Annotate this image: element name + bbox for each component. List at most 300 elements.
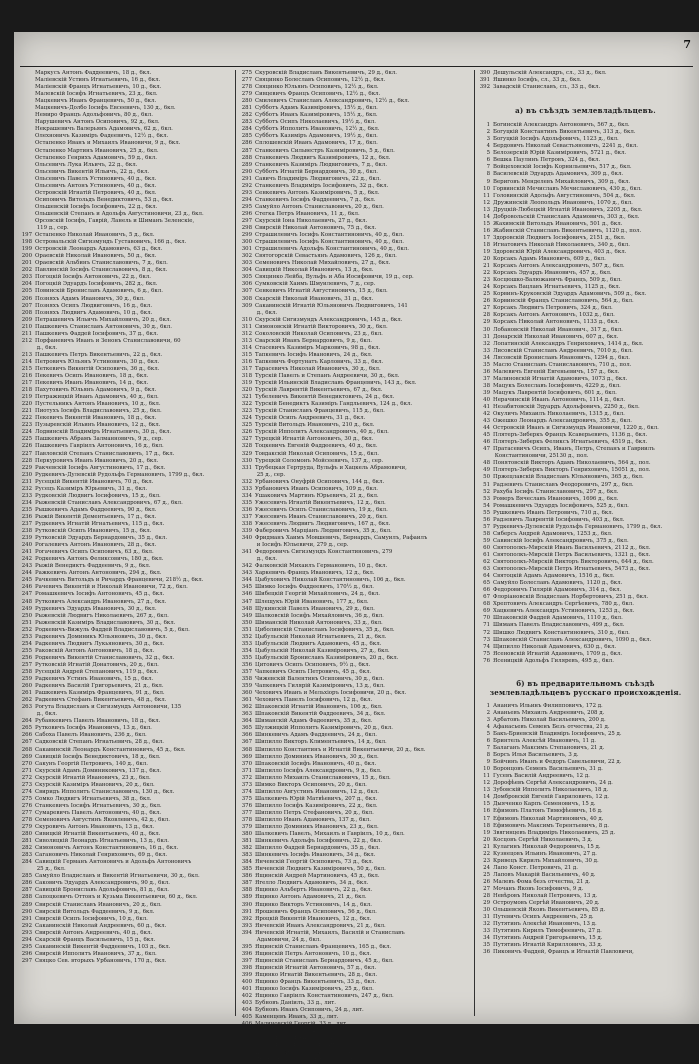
entry-number: 301 <box>241 246 252 253</box>
entry-number: 17 <box>483 234 490 241</box>
entry-number: 217 <box>21 380 32 387</box>
entry-text: Ясеновскій Игнатій Адамовичъ, 1709 д., 6кл. <box>493 650 623 657</box>
list-entry <box>240 972 472 979</box>
list-entry <box>478 305 693 312</box>
entry-number: 395 <box>241 943 252 950</box>
list-entry <box>240 373 472 380</box>
list-entry <box>20 296 233 303</box>
list-entry <box>478 70 693 77</box>
entry-text: Войцеховскій Іосифъ Корнильевичъ, 517 д., 6кл. <box>493 164 632 171</box>
list-entry <box>240 443 472 450</box>
list-entry <box>20 331 233 338</box>
entry-text: Богуцкій Константинъ Викентьевичъ, 313 д., 6кл. <box>493 129 636 136</box>
entry-text: Русецъ Казиміръ Юрьевичъ, 31 д., 6кл. <box>35 485 148 492</box>
entry-number: 73 <box>483 636 490 643</box>
list-entry <box>20 641 233 648</box>
entry-number: 203 <box>21 274 32 281</box>
entry-text: Скурскій Казиміръ Ивановичъ, 20 д., 6кл. <box>35 781 155 788</box>
entry-text: Ефимовъ Николай Мартиновичъ, 40 д. <box>493 815 604 822</box>
entry-text: Путятинъ Андрей Григорьевичъ, 15 д. <box>493 935 603 942</box>
entry-text: Корсакъ Вацлавъ Игнатьевичъ, 1125 д., 6кл. <box>493 284 621 291</box>
entry-number: 34 <box>483 354 490 361</box>
entry-text: Погоцкій Іосифъ Антоновичъ, 22 д., 6кл. <box>35 274 151 281</box>
entry-number: 45 <box>483 432 490 439</box>
entry-text: Вериговъ Менделевъ Михайловичъ, 309 д., 6кл. <box>493 178 631 185</box>
list-entry <box>20 796 233 803</box>
entry-number: 12 <box>483 199 490 206</box>
entry-text: Лисовскій Станиславъ Андреевичъ, 7010 д., 6кл. <box>493 347 633 354</box>
entry-number: 206 <box>21 295 32 302</box>
list-entry <box>20 112 233 119</box>
entry-number: 317 <box>241 365 252 372</box>
entry-text: Шинкевичъ Адольфъ Іосифовичъ, 22 д., 6кл. <box>255 838 383 845</box>
list-entry <box>478 823 693 830</box>
entry-number: 283 <box>241 119 252 126</box>
entry-text: Зубовскій Ипполитъ Николаевичъ, 18 д. <box>493 787 609 794</box>
entry-number: 406 <box>241 1021 252 1028</box>
list-entry <box>240 775 472 782</box>
entry-number: 216 <box>21 373 32 380</box>
entry-text: Цыбульскій Людвигъ Адамовичъ, 45 д., 6кл. <box>255 640 382 647</box>
entry-number: 378 <box>241 816 252 823</box>
list-entry <box>20 486 233 493</box>
list-entry <box>478 122 693 129</box>
entry-number: 74 <box>483 643 490 650</box>
entry-number: 325 <box>241 422 252 429</box>
entry-number: 262 <box>21 697 32 704</box>
entry-number: 391 <box>241 908 252 915</box>
entry-text: Рыжій Венедиктъ Фаддеевичъ, 9 д., 6кл. <box>35 563 151 570</box>
entry-number: 51 <box>483 481 490 488</box>
list-entry <box>20 521 233 528</box>
list-entry <box>478 510 693 517</box>
entry-text: Радкевичъ Доминикъ Юльяновичъ, 30 д., 6кл. <box>35 633 168 640</box>
entry-text: Савицкій Брониславъ Адольфовичъ, 81 д., 6кл. <box>35 887 169 894</box>
list-entry <box>240 613 472 620</box>
entry-number: 402 <box>241 993 252 1000</box>
entry-text: Самуйло Болеславъ Адамовичъ, 1120 д., 6кл. <box>493 580 623 587</box>
list-entry <box>240 183 472 190</box>
entry-number: 240 <box>21 542 32 549</box>
list-entry <box>240 803 472 810</box>
entry-number: 408 <box>241 1035 252 1042</box>
entry-text: Гусевъ Василій Андреевичъ, 12 д. <box>493 773 590 780</box>
entry-number: 295 <box>21 943 32 950</box>
entry-text: Рыжевскій Казиміръ Владиславовичъ, 30 д., 6кл. <box>35 619 176 626</box>
entry-text: Яшинко Іосифъ, сл., 33 д., 6кл. <box>493 77 582 84</box>
entry-number: 387 <box>241 880 252 887</box>
list-entry <box>240 218 472 225</box>
list-entry <box>240 190 472 197</box>
entry-number: 231 <box>21 478 32 485</box>
entry-text: Турскій Бенедиктъ Казиміръ Гандльевичъ, 124 д., 6кл. <box>255 401 413 408</box>
list-entry <box>240 662 472 669</box>
entry-number: 197 <box>21 232 32 239</box>
list-entry <box>240 429 472 436</box>
list-entry <box>20 803 233 810</box>
list-entry <box>20 408 233 415</box>
entry-text: Арбатовъ Николай Васильевичъ, 200 д. <box>493 716 606 723</box>
list-entry <box>478 270 693 277</box>
entry-number: 287 <box>21 887 32 894</box>
list-entry <box>240 725 472 732</box>
entry-text: Домбровскій Евгеній Гавриловичъ, 12 д. <box>493 794 610 801</box>
entry-number: 258 <box>21 668 32 675</box>
entry-text: Шинкевичъ Іосифъ Ивановичъ, 34 д., 6кл. <box>255 852 376 859</box>
list-entry <box>240 366 472 373</box>
list-entry <box>240 1028 472 1035</box>
list-entry <box>240 718 472 725</box>
entry-number: 368 <box>241 746 252 753</box>
entry-text: Субботъ Игнатій Бернардовичъ, 30 д., 6кл. <box>255 168 378 175</box>
entry-text: Кривецъ Кирилъ Михайловичъ, 30 д. <box>493 857 599 864</box>
list-entry <box>478 207 693 214</box>
entry-text: Шалкевичъ Юрій Матвѣевичъ, 207 д., 6кл. <box>255 795 378 802</box>
list-entry <box>20 810 233 817</box>
entry-number: 15 <box>483 220 490 227</box>
entry-number: 321 <box>241 394 252 401</box>
entry-number: 294 <box>241 196 252 203</box>
entry-number: 273 <box>21 781 32 788</box>
list-entry <box>20 704 233 711</box>
list-entry <box>478 397 693 404</box>
entry-number: 21 <box>483 843 490 850</box>
entry-text: Лапо Конст. Петровичъ, 21 д. <box>493 864 578 871</box>
entry-text: Константиновичи, 25130 д., пол. <box>493 453 589 460</box>
entry-text: Петрашевичъ Ильичъ Михайловичъ, 20 д., 6кл. <box>35 316 172 323</box>
list-entry <box>478 376 693 383</box>
entry-number: 398 <box>241 964 252 971</box>
entry-number: 34 <box>483 935 490 942</box>
entry-text: Корсакъ Николай Антоновичъ, 1133 д., 6кл. <box>493 319 620 326</box>
list-entry <box>478 291 693 298</box>
entry-number: 353 <box>241 640 252 647</box>
entry-text: Повинскій Брониславъ Адамовичъ, 6 д., 6кл. <box>35 288 163 295</box>
entry-text: Ящинскій Андрей Мартиновичъ, 45 д., 6кл. <box>255 873 380 880</box>
list-entry <box>478 573 693 580</box>
entry-text: Шпаковскій Игнатій Ивановичъ, 106 д., 6кл. <box>255 704 383 711</box>
list-entry <box>478 312 693 319</box>
entry-number: 24 <box>483 284 490 291</box>
entry-text: Друшлейевъ Александръ, 33 д., лит. <box>255 1056 359 1063</box>
entry-number: 6 <box>486 157 490 164</box>
list-entry <box>240 1042 472 1049</box>
entry-text: Турецкій Соломонъ Мойсеевичъ, 137 д., сер. <box>255 457 384 464</box>
list-entry <box>240 500 472 507</box>
entry-number: 356 <box>241 661 252 668</box>
list-entry <box>20 683 233 690</box>
entry-number: 371 <box>241 767 252 774</box>
entry-text: Мочанъ Яковъ Іосифовичъ, 9 д. <box>493 885 584 892</box>
entry-text: Ольсевичъ Павелъ Устиновичъ, 40 д., 6кл. <box>35 175 157 182</box>
entry-number: 300 <box>241 239 252 246</box>
list-entry <box>478 186 693 193</box>
entry-number: 322 <box>241 401 252 408</box>
list-entry <box>240 599 472 606</box>
list-entry <box>240 486 472 493</box>
entry-number: 277 <box>21 809 32 816</box>
list-entry <box>478 164 693 171</box>
list-entry <box>240 1057 472 1064</box>
list-entry <box>478 837 693 844</box>
entry-number: 245 <box>21 577 32 584</box>
entry-text: Пузыревскій Ильинъ Ивановичъ, 12 д., 6кл. <box>35 422 161 429</box>
entry-number: 331 <box>241 464 252 471</box>
entry-number: 337 <box>241 513 252 520</box>
entry-text: д., 6кл. <box>35 711 58 718</box>
list-entry <box>20 394 233 401</box>
entry-number: 33 <box>483 928 490 935</box>
newspaper-page <box>14 32 699 1063</box>
entry-number: 315 <box>241 351 252 358</box>
list-entry <box>20 697 233 704</box>
list-entry <box>20 662 233 669</box>
list-entry <box>478 277 693 284</box>
list-entry <box>240 704 472 711</box>
entry-text: Рутковскій Игнатій Донатовичъ, 20 д., 6кл. <box>35 661 159 668</box>
entry-number: 60 <box>483 544 490 551</box>
list-entry <box>478 263 693 270</box>
entry-text: Вешка Паулинъ Петровъ, 324 д., 6кл. <box>493 157 601 164</box>
entry-number: 5 <box>486 150 490 157</box>
entry-number: 7 <box>486 745 490 752</box>
entry-number: 223 <box>21 422 32 429</box>
entry-number: 64 <box>483 573 490 580</box>
list-entry <box>240 754 472 761</box>
entry-number: 23 <box>483 277 490 284</box>
list-entry <box>478 644 693 651</box>
list-entry <box>478 517 693 524</box>
entry-number: 410 <box>241 1049 252 1056</box>
entry-text: Пашкевичъ Петръ Викентьевичъ, 22 д., 6кл. <box>35 351 163 358</box>
list-entry <box>240 507 472 514</box>
entry-text: Садковскій Степанъ Игнатьевичъ, 28 д., 6кл. <box>35 739 165 746</box>
entry-number: 36 <box>483 949 490 956</box>
entry-number: 27 <box>483 885 490 892</box>
entry-number: 327 <box>241 436 252 443</box>
entry-text: Шпаковскій Станиславъ, 33 д., лит. <box>255 1049 357 1056</box>
entry-text: Ящинскій Станиславъ Францевичъ, 165 д., 6кл. <box>255 943 392 950</box>
list-entry <box>478 150 693 157</box>
page-number: 7 <box>683 38 691 51</box>
entry-text: Борсъ Илья Васильевичъ, 3 д. <box>493 752 579 759</box>
list-entry <box>240 140 472 147</box>
entry-text: Балаганъ Максимъ Степановичъ, 21 д. <box>493 745 605 752</box>
entry-number: 17 <box>483 815 490 822</box>
entry-text: Шиманъ Павелъ Владиславовичъ, 499 д., 6кл. <box>493 622 625 629</box>
list-entry <box>478 703 693 710</box>
entry-text: Петровичъ Юльянъ Устиновичъ, 30 д., 6кл. <box>35 358 160 365</box>
entry-text: Урбановичъ Иванъ Осиповичъ, 109 д., 6кл. <box>255 485 378 492</box>
list-entry <box>240 902 472 909</box>
list-entry <box>478 830 693 837</box>
entry-text: Ужесевичъ Иванъ Станиславовичъ, 20 д., 6кл. <box>255 513 388 520</box>
entry-number: 35 <box>483 942 490 949</box>
entry-text: Страшилевичъ Іосифъ Константиновичъ, 40 д., 6кл. <box>255 239 404 246</box>
entry-text: Рачевичъ Викентій и Николай Ивановичи, 72 д., 6кл. <box>35 584 188 591</box>
list-entry <box>240 563 472 570</box>
list-entry <box>20 190 233 197</box>
entry-number: 70 <box>483 615 490 622</box>
entry-number: 243 <box>21 563 32 570</box>
entry-text: Субботъ Адамъ Казиміровичъ, 15½ д., 6кл. <box>255 105 378 112</box>
entry-text: Шимко Іосифъ Фаддеевичъ, 170½ д., 6кл. <box>255 584 374 591</box>
entry-text: Турецкій Игнатій Антоновичъ, 30 д., 6кл. <box>255 436 374 443</box>
entry-text: Плятеръ-Зиберкъ Францъ Ксаверьевичъ, 1136 д., 6кл. <box>493 432 648 439</box>
entry-text: Друцкій-Любецкій Игнатій Ивановичъ, 2205 д., 6кл. <box>493 206 643 213</box>
entry-number: 56 <box>483 516 490 523</box>
entry-text: Ольшевскій Степанъ и Адольфъ Августиновичи, 23 д., 6кл. <box>35 210 204 217</box>
list-entry <box>240 303 472 310</box>
entry-text: Янчевскій Людвигъ Казиміровичъ, 50 д., 6кл. <box>255 866 386 873</box>
entry-number: 333 <box>241 485 252 492</box>
list-entry <box>20 831 233 838</box>
entry-number: 292 <box>241 182 252 189</box>
entry-number: 341 <box>241 549 252 556</box>
entry-text: Ящинко Викторъ Устиновичъ, 14 д., 6кл. <box>255 901 372 908</box>
entry-text: Турскій Павелъ и Степанъ Андреевичи, 30 д., 6кл. <box>255 373 400 380</box>
entry-text: Чижевскій Валентинъ Осиповичъ, 30 д., 6кл. <box>255 676 384 683</box>
list-entry <box>240 852 472 859</box>
entry-text: Орсовскій Іосифъ, Гаврій, Ланель и Шиманъ Зеленскіе, <box>35 217 195 224</box>
entry-number: 10 <box>483 766 490 773</box>
entry-text: Перкуровичъ Иванъ Ивановичъ, 20 д., 6кл. <box>35 457 159 464</box>
list-entry <box>20 479 233 486</box>
entry-number: 209 <box>21 316 32 323</box>
entry-text: Ягелло Людвигъ Адамовичъ, 34 д., 6кл. <box>255 880 369 887</box>
entry-number: 363 <box>241 711 252 718</box>
entry-number: 19 <box>483 829 490 836</box>
entry-number: 215 <box>21 365 32 372</box>
list-entry <box>240 458 472 465</box>
list-entry <box>240 133 472 140</box>
entry-text: Ракчевскій Іосифъ Августиновичъ, 17 д., 6кл. <box>35 464 166 471</box>
list-entry <box>240 549 472 556</box>
list-entry <box>20 909 233 916</box>
entry-number: 253 <box>21 633 32 640</box>
entry-text: Сплошевскій Иванъ Адамовичъ, 17 д., 6кл. <box>255 140 378 147</box>
list-entry <box>240 965 472 972</box>
entry-text: Петражицкій Иванъ Адамовичъ, 40 д., 6кл. <box>35 394 159 401</box>
entry-number: 41 <box>483 404 490 411</box>
entry-number: 222 <box>21 415 32 422</box>
entry-number: 53 <box>483 495 490 502</box>
entry-number: 266 <box>21 732 32 739</box>
entry-text: Симоновскій Игнатій Викторовичъ, 30 д., 6кл. <box>255 323 388 330</box>
entry-number: 32 <box>483 921 490 928</box>
entry-text: Корсакъ Антонъ Антоновичъ, 1032 д., 6кл. <box>493 312 615 319</box>
list-entry <box>20 761 233 768</box>
list-entry <box>20 930 233 937</box>
entry-text: Холодный Іосифъ, 33 д., лит. <box>255 1042 338 1049</box>
entry-text: Ананьевъ Михаилъ Андреевичъ, 208 д. <box>493 709 605 716</box>
entry-text: Белозерскій Юрій Казиміровичъ, 5721 д., 6кл. <box>493 150 627 157</box>
entry-text: Ящинскій Станиславъ Бернардовичъ, 45 д., 6кл. <box>255 957 394 964</box>
list-entry <box>478 136 693 143</box>
entry-text: Янчевскій Игнатій, Михаилъ, Василій и Станиславъ <box>255 929 405 936</box>
list-entry <box>20 387 233 394</box>
entry-number: 11 <box>483 773 490 780</box>
entry-text: Радкевичъ Василій Григорьевичъ, 21 д., 6кл. <box>35 683 164 690</box>
entry-text: Ящинко Альбертъ Ивановичъ, 22 д., 6кл. <box>255 887 373 894</box>
list-entry <box>20 845 233 852</box>
list-entry <box>240 958 472 965</box>
entry-text: Рыжевскій Станиславъ Александровичъ, 67 д., 6кл. <box>35 499 183 506</box>
entry-text: Окуличъ Михаилъ Николаевичъ, 1315 д., 6кл. <box>493 411 625 418</box>
entry-text: Лопатинскій Александръ Генриховичъ, 1414 д., 6кл. <box>493 340 644 347</box>
entry-text: Пашкевичъ Фаддей Іосифовичъ, 37 д., 6кл. <box>35 330 159 337</box>
entry-text: Бойчинъ Иванъ и Федоръ Савельевичи, 22 д. <box>493 759 622 766</box>
list-entry <box>240 155 472 162</box>
entry-number: 324 <box>241 415 252 422</box>
entry-text: Савицкій Іосифъ Венедиктовичъ, 18 д., 6кл. <box>35 753 161 760</box>
list-entry <box>20 817 233 824</box>
entry-number: 289 <box>241 161 252 168</box>
entry-number: 394 <box>241 929 252 936</box>
entry-text: Рышкевичъ Адамъ Фаддеевичъ, 90 д., 6кл. <box>35 506 157 513</box>
list-entry <box>240 866 472 873</box>
entry-number: 241 <box>21 549 32 556</box>
entry-text: Семеновичъ Августинъ Яковлевичъ, 42 д., 6кл. <box>35 816 170 823</box>
entry-number: 261 <box>21 690 32 697</box>
list-entry <box>478 879 693 886</box>
entry-text: Турскій Лаврентій Викентьевичъ, 67 д., 6кл. <box>255 387 383 394</box>
entry-text: Рудковскій Людвигъ Іосифовичъ, 15 д., 6кл. <box>35 492 161 499</box>
list-entry <box>478 390 693 397</box>
entry-number: 20 <box>483 256 490 263</box>
list-entry <box>20 591 233 598</box>
entry-text: Сенкевичъ Игнатій Августиновичъ, 15 д., 6кл. <box>255 288 388 295</box>
list-entry <box>478 731 693 738</box>
entry-text: Тапкевичъ Фортунатъ Карловичъ, 33 д., 6кл. <box>255 358 384 365</box>
entry-text: Шпаковскій Викентій Фаддеевичъ, 34 д., 6кл. <box>255 711 386 718</box>
entry-number: 199 <box>21 246 32 253</box>
entry-text: Урбановичъ Онуфрій Осиповичъ, 144 д., 6кл. <box>255 478 385 485</box>
entry-number: 11 <box>483 192 490 199</box>
entry-text: Малиновскій Игнатій Адамовичъ, 1073 д., 6кл. <box>493 375 628 382</box>
entry-number: 329 <box>241 450 252 457</box>
list-entry <box>20 902 233 909</box>
entry-number: 37 <box>483 375 490 382</box>
entry-text: Пахутовичъ Юльянъ Адамовичъ, 9 д., 6кл. <box>35 387 157 394</box>
entry-text: Пашкевичъ Абрамъ Залманновичъ, 9 д., сер. <box>35 436 164 443</box>
entry-number: 57 <box>483 523 490 530</box>
entry-number: 336 <box>241 506 252 513</box>
list-entry <box>20 133 233 140</box>
entry-text: Янчевскій Иванъ Александровичъ, 21 д., 6кл. <box>255 922 386 929</box>
entry-number: 256 <box>21 654 32 661</box>
entry-number: 14 <box>483 794 490 801</box>
entry-number: 373 <box>241 781 252 788</box>
list-entry <box>240 937 472 944</box>
entry-text: Шипилло Августинъ Ивановичъ, 12 д., 6кл. <box>255 788 379 795</box>
entry-number: 354 <box>241 647 252 654</box>
entry-text: Донарскій Николай Ивановичъ, 607 д., 6кл. <box>493 333 619 340</box>
entry-number: 299 <box>241 232 252 239</box>
entry-text: Рачкевичъ Витольдъ и Ричардъ Францевичи, 218½ д., 6кл. <box>35 577 204 584</box>
entry-number: 18 <box>483 241 490 248</box>
entry-number: 3 <box>486 136 490 143</box>
list-entry <box>20 958 233 965</box>
entry-text: Шипилло Иванъ Адамовичъ, 137 д., 6кл. <box>255 816 371 823</box>
entry-text: Петкевичъ Викентій Осиповичъ, 36 д., 6кл. <box>35 365 160 372</box>
entry-number: 335 <box>241 499 252 506</box>
list-entry <box>20 197 233 204</box>
list-entry <box>478 298 693 305</box>
entry-text: Островальскій Сигизмундъ Густавовичъ, 166 д., 6кл. <box>35 239 187 246</box>
entry-text: Тоцкевичъ Евгеній Фаддеевичъ, 40 д., 6кл. <box>255 443 378 450</box>
entry-number: 39 <box>483 389 490 396</box>
